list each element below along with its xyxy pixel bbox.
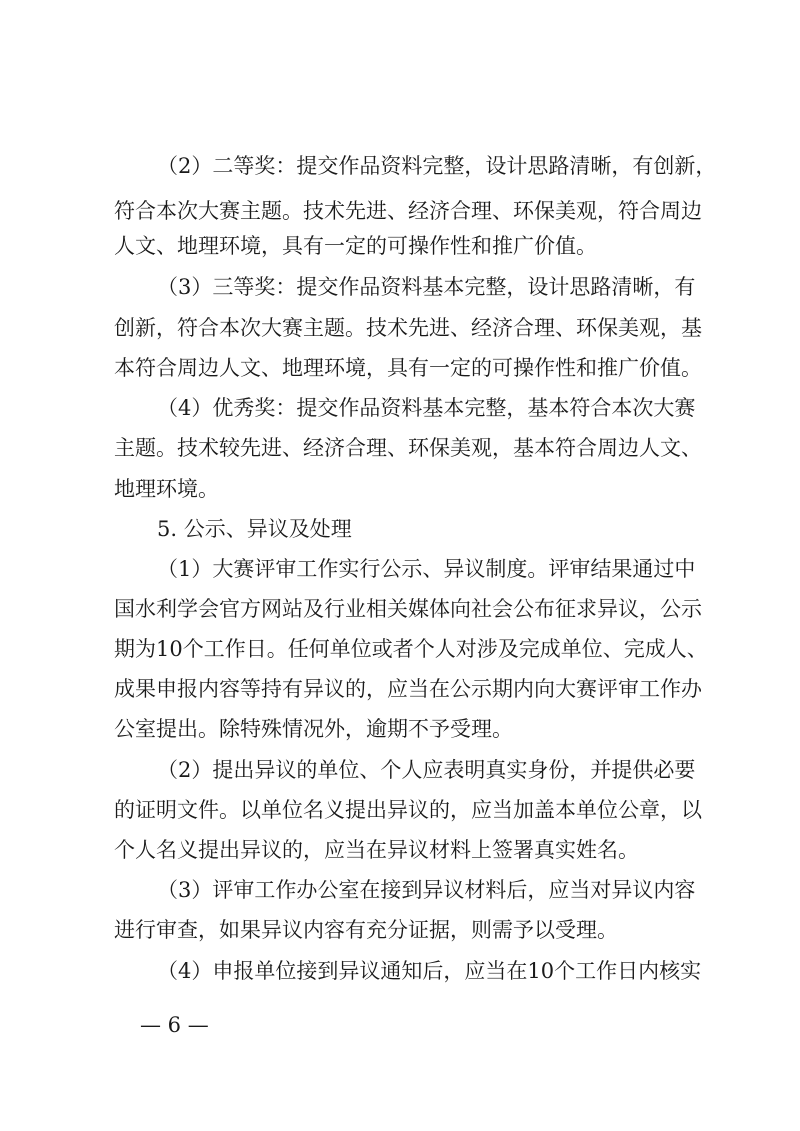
paragraph-line: （4）优秀奖：提交作品资料基本完整，基本符合本次大赛 [157,396,696,420]
paragraph-line: 创新，符合本次大赛主题。技术先进、经济合理、环保美观，基 [114,316,702,340]
paragraph-line: 国水利学会官方网站及行业相关媒体向社会公布征求异议，公示 [114,597,702,621]
paragraph-line: 地理环境。 [114,477,219,501]
paragraph-line: （3）评审工作办公室在接到异议材料后，应当对异议内容 [157,878,696,902]
page-number: — 6 — [140,1013,209,1037]
paragraph-line: 个人名义提出异议的，应当在异议材料上签署真实姓名。 [114,838,639,862]
paragraph-line: （4）申报单位接到异议通知后，应当在10个工作日内核实 [157,959,702,983]
paragraph-line: （2）提出异议的单位、个人应表明真实身份，并提供必要 [157,758,696,782]
paragraph-line: 期为10个工作日。任何单位或者个人对涉及完成单位、完成人、 [114,637,708,661]
paragraph-line: 本符合周边人文、地理环境，具有一定的可操作性和推广价值。 [114,356,702,380]
paragraph-line: 主题。技术较先进、经济合理、环保美观，基本符合周边人文、 [114,436,702,460]
paragraph-line: （1）大赛评审工作实行公示、异议制度。评审结果通过中 [157,557,696,581]
paragraph-line: 进行审查，如果异议内容有充分证据，则需予以受理。 [114,918,618,942]
paragraph-line: 人文、地理环境，具有一定的可操作性和推广价值。 [114,234,597,258]
paragraph-line: 符合本次大赛主题。技术先进、经济合理、环保美观，符合周边 [114,199,702,223]
paragraph-line: 的证明文件。以单位名义提出异议的，应当加盖本单位公章，以 [114,798,702,822]
paragraph-line: 成果申报内容等持有异议的，应当在公示期内向大赛评审工作办 [114,677,702,701]
paragraph-line: 公室提出。除特殊情况外，逾期不予受理。 [114,717,513,741]
section-heading: 5. 公示、异议及处理 [157,517,352,541]
paragraph-line: （2）二等奖：提交作品资料完整，设计思路清晰，有创新， [157,154,717,178]
paragraph-line: （3）三等奖：提交作品资料基本完整，设计思路清晰，有 [157,275,696,299]
